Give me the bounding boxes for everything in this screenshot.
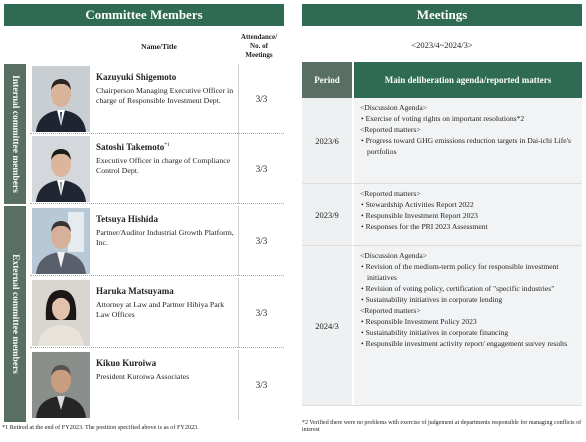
agenda-section-heading: <Discussion Agenda> (360, 251, 427, 260)
member-attendance: 3/3 (238, 64, 284, 134)
member-attendance: 3/3 (238, 134, 284, 204)
member-title: Attorney at Law and Partner Hibiya Park Law Offices (96, 299, 225, 319)
meetings-table-header (302, 62, 582, 98)
agenda-column-header: Main deliberation agenda/reported matters (354, 62, 582, 98)
agenda-item: • Responsible Investment Report 2023 (361, 211, 478, 220)
meetings-header: Meetings (302, 4, 582, 26)
member-photo (32, 280, 90, 346)
member-photo (32, 136, 90, 202)
member-row (30, 64, 284, 134)
agenda-item: • Stewardship Activities Report 2022 (361, 200, 474, 209)
name-title-column-header: Name/Title (141, 42, 177, 51)
agenda-section-heading: <Reported matters> (360, 125, 421, 134)
meetings-panel (302, 4, 582, 406)
member-attendance: 3/3 (238, 278, 284, 348)
meeting-period: 2023/6 (302, 98, 352, 183)
member-row (30, 278, 284, 348)
bullet-icon: • (361, 339, 366, 348)
agenda-section-heading: <Reported matters> (360, 189, 421, 198)
meetings-table-body (302, 98, 582, 406)
bullet-icon: • (361, 136, 366, 145)
meetings-footnote: *2 Verified there were no problems with exercise of judgement at departments responsible for managing conflicts of interest (302, 420, 582, 433)
member-name: Haruka Matsuyama (96, 286, 174, 296)
bullet-icon: • (361, 295, 366, 304)
agenda-section-heading: <Reported matters> (360, 306, 421, 315)
meeting-agenda (354, 98, 582, 183)
member-photo (32, 66, 90, 132)
bullet-icon: • (361, 262, 366, 271)
member-title: Executive Officer in charge of Compliance Control Dept. (96, 155, 231, 175)
member-title: Chairperson Managing Executive Officer in charge of Responsible Investment Dept. (96, 85, 234, 105)
member-title: Partner/Auditor Industrial Growth Platform, Inc. (96, 227, 234, 247)
agenda-item: • Responses for the PRI 2023 Assessment (361, 222, 488, 231)
external-members-group-label: External committee members (4, 206, 26, 422)
bullet-icon: • (361, 222, 366, 231)
agenda-item: • Progress toward GHG emissions reduction targets in Dai-ichi Life's portfolios (361, 136, 571, 156)
member-attendance: 3/3 (238, 350, 284, 420)
member-attendance: 3/3 (238, 206, 284, 276)
committee-members-panel (4, 4, 284, 390)
meeting-period: 2023/9 (302, 184, 352, 245)
member-name: Satoshi Takemoto$^{*1}$ (96, 142, 170, 152)
internal-members-group-label: Internal committee members (4, 64, 26, 204)
member-title: President Kuroiwa Associates (96, 371, 190, 381)
member-name: Kazuyuki Shigemoto (96, 72, 177, 82)
member-name: Tetsuya Hishida (96, 214, 158, 224)
committee-column-headers (4, 28, 284, 64)
fiscal-range: <2023/4~2024/3> (411, 40, 473, 50)
agenda-item: • Responsible investment activity report/ engagement survey results (361, 339, 568, 348)
attendance-column-header: Attendance/ No. of Meetings (240, 33, 278, 59)
bullet-icon: • (361, 317, 366, 326)
meeting-row (302, 184, 582, 246)
bullet-icon: • (361, 284, 366, 293)
agenda-item: • Revision of the medium-term policy for responsible investment initiatives (361, 262, 559, 282)
bullet-icon: • (361, 328, 366, 337)
meeting-row (302, 246, 582, 406)
agenda-item: • Responsible Investment Policy 2023 (361, 317, 477, 326)
meeting-agenda (354, 246, 582, 405)
bullet-icon: • (361, 211, 366, 220)
member-row (30, 134, 284, 204)
committee-members-header: Committee Members (4, 4, 284, 26)
member-photo (32, 208, 90, 274)
member-photo (32, 352, 90, 418)
agenda-item: • Exercise of voting rights on important resolutions*2 (361, 114, 525, 123)
agenda-item: • Revision of voting policy, certification of "specific industries" (361, 284, 555, 293)
member-name: Kikuo Kuroiwa (96, 358, 157, 368)
meeting-period: 2024/3 (302, 246, 352, 405)
member-row (30, 350, 284, 420)
meeting-row (302, 98, 582, 184)
period-column-header: Period (302, 62, 352, 98)
committee-footnote: *1 Retired at the end of FY2023. The position specified above is as of FY2023. (2, 424, 199, 431)
member-row (30, 206, 284, 276)
bullet-icon: • (361, 114, 366, 123)
agenda-item: • Sustainability initiatives in corporate lending (361, 295, 503, 304)
bullet-icon: • (361, 200, 366, 209)
agenda-section-heading: <Discussion Agenda> (360, 103, 427, 112)
meeting-agenda (354, 184, 582, 245)
agenda-item: • Sustainability initiatives in corporate financing (361, 328, 509, 337)
